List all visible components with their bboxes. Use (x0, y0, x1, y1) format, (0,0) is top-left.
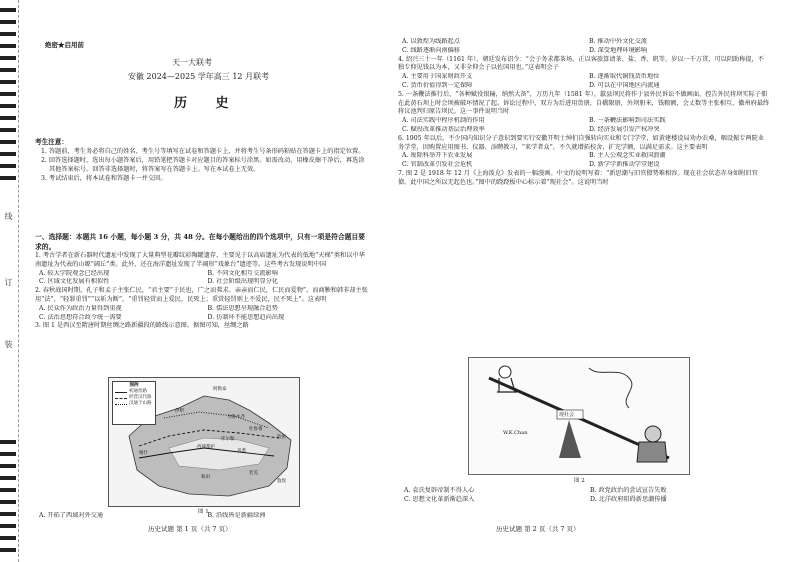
strip-label-xian: 线 (4, 212, 13, 220)
strip-tick (0, 44, 16, 48)
question-stem-7: 7. 图 2 是 1918 年 12 月《上海泼克》发表的一幅漫画。中文的说明写着：“新思潮与旧官僚势难相容。现在社会状态赤身如附旧官僚。此中国之所以无起色也。”图中的跷跷板中心标示着“现社会”。这说明当时 (398, 169, 758, 186)
legend-line-dot (115, 404, 127, 405)
strip-tick (0, 116, 16, 120)
section-one (35, 232, 370, 331)
smoke-lines (589, 368, 632, 408)
question-options-3-top (398, 38, 770, 56)
option-6a[interactable]: A. 废除科举开下农业发展 (402, 152, 473, 160)
option-7d[interactable]: D. 北洋政府阻碍新思潮传播 (590, 496, 667, 503)
option-5a[interactable]: A. 司法实践中程序机制的作用 (402, 117, 485, 125)
map-label: 若羌 (249, 471, 258, 476)
option-1c[interactable]: C. 区域文化发展有相似性 (39, 278, 110, 286)
option-7b[interactable]: B. 政党政治的尝试宣告失败 (590, 487, 667, 494)
option-3a[interactable]: A. 以敦煌为线路起点 (402, 38, 460, 45)
seesaw-cartoon (468, 357, 690, 475)
option-2c[interactable]: C. 法治思想符合政令统一需要 (39, 313, 122, 321)
option-2d[interactable]: D. 仿制坏不能思想趋向出现 (207, 313, 285, 321)
option-3-extra[interactable]: A. 开拓了西域对外交通 (39, 512, 104, 519)
exam-subtitle: 安徽 2024—2025 学年高三 12 月联考 (128, 72, 270, 81)
strip-label-zhuang: 装 (4, 340, 13, 348)
question-options-2 (35, 305, 370, 323)
legend-line-dash (115, 398, 127, 399)
footer-page-2: 历史试题 第 2 页（共 7 页） (496, 525, 580, 533)
option-6b[interactable]: B. 主人公观念实业救国浪潮 (589, 152, 666, 160)
strip-tick (0, 548, 16, 552)
strip-tick (0, 524, 16, 528)
option-2b[interactable]: B. 儒法思想呈现融合趋势 (207, 304, 278, 312)
question-stem-2: 2. 春秋战国时期，孔子和孟子主张仁民，“君主要”于民也，广之而弗求。亲亲而仁民，仁民而爱物”。而商鞅和韩非却主张用“法”，“轻罪重罚”“以斩为断”，“重罚轻赏而上爱民，民死上；重赏轻罚则上不爱民，民不死上”。这表明 (35, 287, 368, 303)
exam-name: 天一大联考 (172, 58, 212, 67)
subject-title: 历 史 (174, 96, 241, 111)
strip-tick (0, 104, 16, 108)
strip-tick (0, 176, 16, 180)
legend-label: 经营汉代路 (129, 395, 152, 400)
note-item: 3. 考试结束后，将本试卷和答题卡一并交回。 (41, 175, 167, 182)
footer-page-1: 历史试题 第 1 页（共 7 页） (148, 525, 232, 533)
option-1d[interactable]: D. 社会阶级出现明显分化 (207, 278, 279, 286)
option-2a[interactable]: A. 民众作为政治力量得到重视 (39, 304, 122, 312)
strip-tick (0, 20, 16, 24)
legend-line-solid (115, 392, 127, 393)
strip-tick (0, 128, 16, 132)
strip-tick (0, 92, 16, 96)
question-options-6 (398, 152, 770, 170)
map-label: 吐鲁番 (249, 427, 263, 432)
map-label: 乌鲁木齐 (227, 415, 245, 420)
option-3-extra[interactable]: B. 沿线皆是新疆绿洲 (207, 512, 266, 519)
strip-tick (0, 452, 16, 456)
strip-tick (0, 164, 16, 168)
silk-road-map (108, 377, 300, 507)
legend-label: 初通丝路 (129, 389, 147, 394)
note-item: 2. 回答选择题时，选出每小题答案后，用铅笔把答题卡对应题目的答案标号涂黑。如需改动，用橡皮擦干净后，再选涂其他答案标号。回答非选择题时，将答案写在答题卡上。写在本试卷上无效。 (41, 157, 365, 173)
notes-title: 考生注意： (35, 138, 68, 146)
strip-tick (0, 8, 16, 12)
strip-tick (0, 488, 16, 492)
strip-tick (0, 476, 16, 480)
map-label: 伊犁 (175, 409, 184, 414)
strip-tick (0, 68, 16, 72)
figure-left-head (499, 366, 511, 378)
cartoon-signature: W.K.Chan (503, 430, 528, 436)
binding-strip (0, 0, 26, 562)
question-stem-3: 3. 图 1 是西汉至隋唐时期丝绸之路新疆段的路线示意图。据图可知，丝绸之路 (35, 322, 249, 330)
strip-tick (0, 140, 16, 144)
map-legend (112, 381, 156, 425)
legend-title: 图例 (129, 383, 139, 388)
strip-tick (0, 464, 16, 468)
question-stem-4: 4. 绍兴三十一年（1161 年），朝廷发布诏令：“会子务求都茶场，正以客旅算请茶、盐、香、矾等，岁以一千万贯，可以阴助称提，不独专仰见钱以为本，又非全仰会子以佐国用也。”这表明会子 (398, 55, 764, 72)
strip-label-ding: 订 (4, 278, 13, 286)
strip-tick (0, 80, 16, 84)
question-stem-5: 5. 一条鞭法推行后，“各种赋役银输，纳然大备”，万历九年（1581 年），歙县坝民将作于县外民诉讼不做画面，控告外民将坝实际子佃在此黄石坝上时会坝被破坏情况了起。诉讼过程中，双方为后进用货册，自橋限册，外坝册米，钱粮额，会丈数等主张相互，徽州府最终将议池判归原告坝民。这一事件说明当时 (398, 90, 770, 116)
q3-options-left (35, 512, 370, 521)
option-4b[interactable]: B. 逐渐取代铜钱货币地位 (589, 73, 660, 81)
exam-notes (35, 138, 370, 183)
seesaw-fulcrum (559, 420, 581, 458)
option-3b[interactable]: B. 推动中外文化交流 (589, 38, 647, 45)
strip-tick (0, 152, 16, 156)
option-5b[interactable]: B. 一条鞭法影响到司法实践 (589, 117, 666, 125)
option-5c[interactable]: C. 赋役改革推动基层治理效率 (402, 125, 485, 133)
right-page (398, 38, 770, 188)
strip-tick (0, 500, 16, 504)
option-4a[interactable]: A. 主要用于国家财政开支 (402, 73, 473, 81)
cartoon-svg (469, 358, 689, 474)
option-1a[interactable]: A. 较大学院观念已经出现 (39, 269, 110, 277)
fulcrum-sign-text: 现社会 (559, 412, 575, 418)
figure-2-caption: 图 2 (574, 478, 585, 484)
option-3d[interactable]: D. 深受地理环境影响 (589, 46, 648, 54)
binding-line (18, 0, 19, 562)
map-label: 西域都护 (197, 445, 215, 450)
strip-tick (0, 440, 16, 444)
question-stem-1: 1. 考古学者在新石器时代遗址中发现了大量典型花瓣纹彩陶罐遗存，主要见于以高庙遗址为代表的低地“天梯”类和以中华南遗址为代表的山塬“阔丘”类。此外，还在海洋遗址发现了半阔形“戏象台”遗迹等。这些考古发现说明中国 (35, 252, 365, 268)
figure-right-head (645, 426, 661, 442)
strip-tick (0, 512, 16, 516)
map-label: 和田 (201, 475, 210, 480)
question-options-7 (400, 486, 770, 504)
figure-1-caption: 图 1 (198, 509, 209, 515)
question-options-4 (398, 73, 770, 91)
map-label: 哈密 (277, 435, 286, 440)
map-label: 库尔勒 (221, 437, 235, 442)
option-6d[interactable]: D. 新学学新推动学堂建设 (589, 161, 660, 169)
q7-options (400, 486, 770, 504)
map-label: 喀什 (139, 451, 148, 456)
question-options-1 (35, 270, 370, 288)
map-label: 敦煌 (277, 479, 286, 484)
section-title: 一、选择题：本题共 16 小题，每小题 3 分，共 48 分。在每小题给出的四个选项中，只有一项是符合题目要求的。 (35, 233, 366, 251)
option-7c[interactable]: C. 思想文化革新渐趋深入 (404, 496, 475, 503)
strip-tick (0, 536, 16, 540)
legend-row (115, 401, 153, 407)
question-options-5 (398, 117, 770, 135)
option-5d[interactable]: D. 经济发展引发产权冲突 (589, 125, 660, 133)
option-1b[interactable]: B. 不同文化相互交流影响 (207, 269, 278, 277)
option-4c[interactable]: C. 货币价值得到一定保障 (402, 81, 473, 89)
question-options-3 (35, 512, 370, 521)
map-label: 阿勒泰 (213, 387, 227, 392)
option-3c[interactable]: C. 线路逐渐向南偏移 (402, 46, 460, 54)
figure-right-body (637, 442, 667, 462)
strip-tick (0, 56, 16, 60)
option-7a[interactable]: A. 袁氏复辟帝制不得人心 (404, 487, 475, 494)
secret-label: 绝密★启用前 (45, 41, 84, 49)
strip-tick (0, 32, 16, 36)
option-6c[interactable]: C. 官制改革引发社会危机 (402, 161, 473, 169)
map-label: 焉耆 (237, 449, 246, 454)
legend-label: 汉通于山路 (129, 401, 152, 406)
option-4d[interactable]: D. 可以在中国地区内流通 (589, 81, 660, 89)
question-stem-6: 6. 1905 年以后，不少国内知识分子意识到要实行安徽开明士绅们自强转向实业和专门学堂，如黄建楼设局劝办农桑，咽设振专两院业务学堂，因购置应用图书、仪器、添聘教习，“来学者众”，不久就增拓校舍，扩充学额，以满足需求。这主要表明 (398, 134, 764, 151)
note-item: 1. 答题前，考生务必将自己的姓名、考生号等填写在试卷和答题卡上，并将考生号条形码粘贴在答题卡上的指定位置。 (41, 148, 365, 155)
